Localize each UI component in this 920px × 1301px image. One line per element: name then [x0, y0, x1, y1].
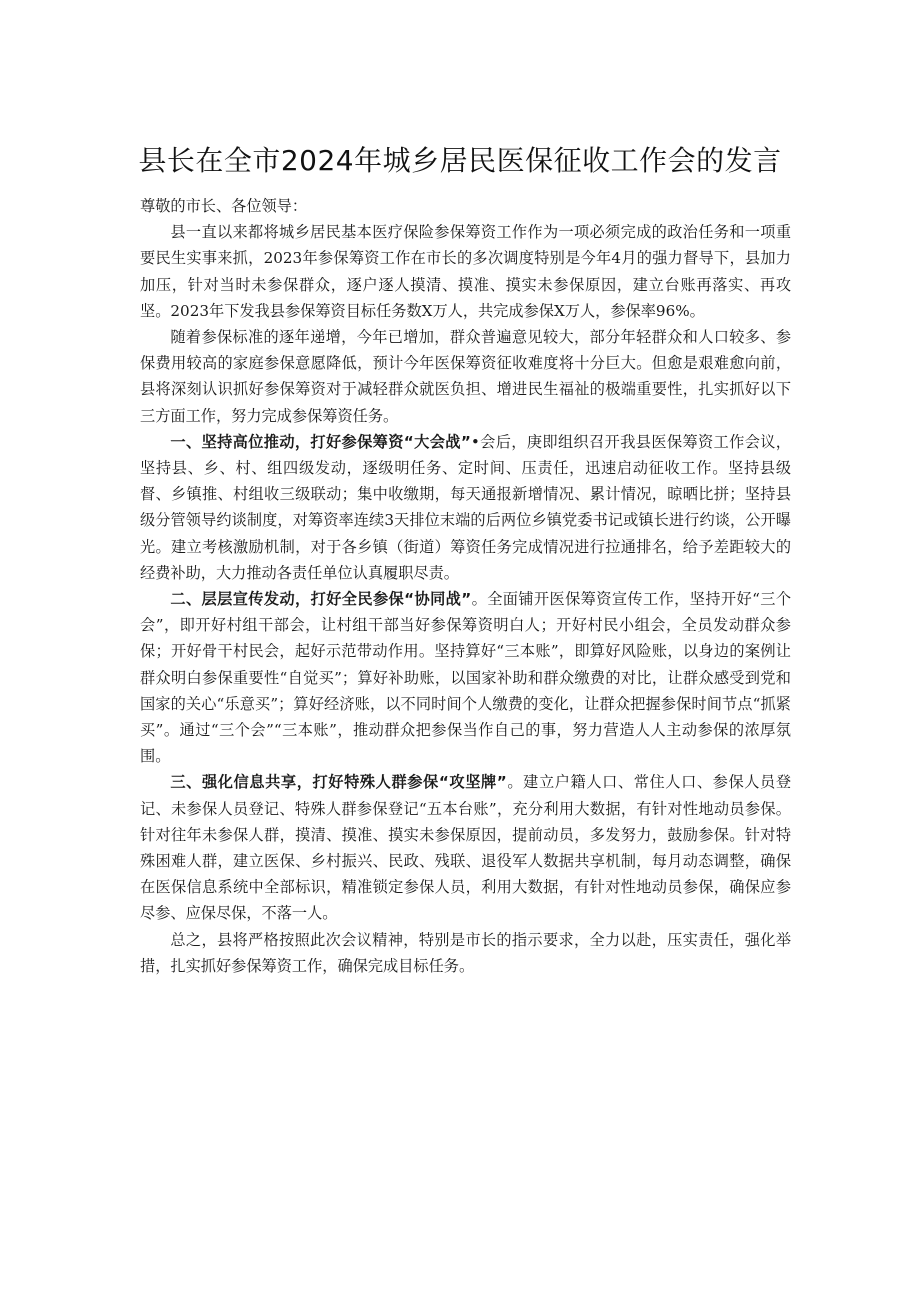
paragraph-text: 。全面铺开医保筹资宣传工作，坚持开好“三个会”，即开好村组干部会，让村组干部当好参保筹资明白人；开好村民小组会，全员发动群众参保；开好骨干村民会，起好示范带动作用。坚持算好“三本账”，即算好风险账，以身边的案例让群众明白参保重要性“自觉买”；算好补助账，以国家补助和群众缴费的对比，让群众感受到党和国家的关心“乐意买”；算好经济账，以不同时间个人缴费的变化，让群众把握参保时间节点“抓紧买”。通过“三个会”“三本账”，推动群众把参保当作自己的事，努力营造人人主动参保的浓厚氛围。	[140, 590, 792, 766]
document-body	[140, 193, 791, 979]
paragraph-text: •会后，庚即组织召开我县医保筹资工作会议，坚持县、乡、村、组四级发动，逐级明任务、定时间、压责任，迅速启动征收工作。坚持县级督、乡镇推、村组收三级联动；集中收缴期，每天通报新增情况、累计情况，晾晒比拼；坚持县级分管领导约谈制度，对筹资率连续3天排位末端的后两位乡镇党委书记或镇长进行约谈，公开曝光。建立考核激励机制，对于各乡镇（街道）筹资任务完成情况进行拉通排名，给予差距较大的经费补助，大力推动各责任单位认真履职尽责。	[140, 432, 791, 582]
greeting: 尊敬的市长、各位领导：	[140, 197, 308, 215]
paragraph-outlook	[140, 324, 791, 429]
paragraph-lead: 二、层层宣传发动，打好全民参保“协同战”	[170, 590, 472, 609]
paragraph-text: 县一直以来都将城乡居民基本医疗保险参保筹资工作作为一项必须完成的政治任务和一项重要民生实事来抓，2023年参保筹资工作在市长的多次调度特别是今年4月的强力督导下，县加力加压，针对当时未参保群众，逐户逐人摸清、摸准、摸实未参保原因，建立台账再落实、再攻坚。2023年下发我县参保筹资目标任务数X万人，共完成参保X万人，参保率96%。	[140, 223, 791, 320]
paragraph-conclusion	[140, 927, 791, 979]
paragraph-lead: 一、坚持高位推动，打好参保筹资“大会战”	[170, 432, 471, 451]
paragraph-lead: 三、强化信息共享，打好特殊人群参保“攻坚牌”	[170, 773, 507, 792]
paragraph-measure-two	[140, 586, 791, 769]
paragraph-text: 。建立户籍人口、常住人口、参保人员登记、未参保人员登记、特殊人群参保登记“五本台账”，充分利用大数据，有针对性地动员参保。针对往年未参保人群，摸清、摸准、摸实未参保原因，提前动员，多发努力，鼓励参保。针对特殊困难人群，建立医保、乡村振兴、民政、残联、退役军人数据共享机制，每月动态调整，确保在医保信息系统中全部标识，精准锁定参保人员，利用大数据，有针对性地动员参保，确保应参尽参、应保尽保，不落一人。	[140, 773, 792, 923]
document-title: 县长在全市2024年城乡居民医保征收工作会的发言	[138, 144, 782, 177]
paragraph-text: 总之，县将严格按照此次会议精神，特别是市长的指示要求，全力以赴，压实责任，强化举措，扎实抓好参保筹资工作，确保完成目标任务。	[140, 930, 791, 975]
paragraph-measure-three	[140, 769, 791, 926]
paragraph-intro	[140, 219, 791, 324]
paragraph-text: 随着参保标准的逐年递增，今年已增加，群众普遍意见较大，部分年轻群众和人口较多、参保费用较高的家庭参保意愿降低，预计今年医保筹资征收难度将十分巨大。但愈是艰难愈向前，县将深刻认识抓好参保筹资对于减轻群众就医负担、增进民生福祉的极端重要性，扎实抓好以下三方面工作，努力完成参保筹资任务。	[140, 328, 791, 425]
paragraph-measure-one	[140, 429, 791, 586]
